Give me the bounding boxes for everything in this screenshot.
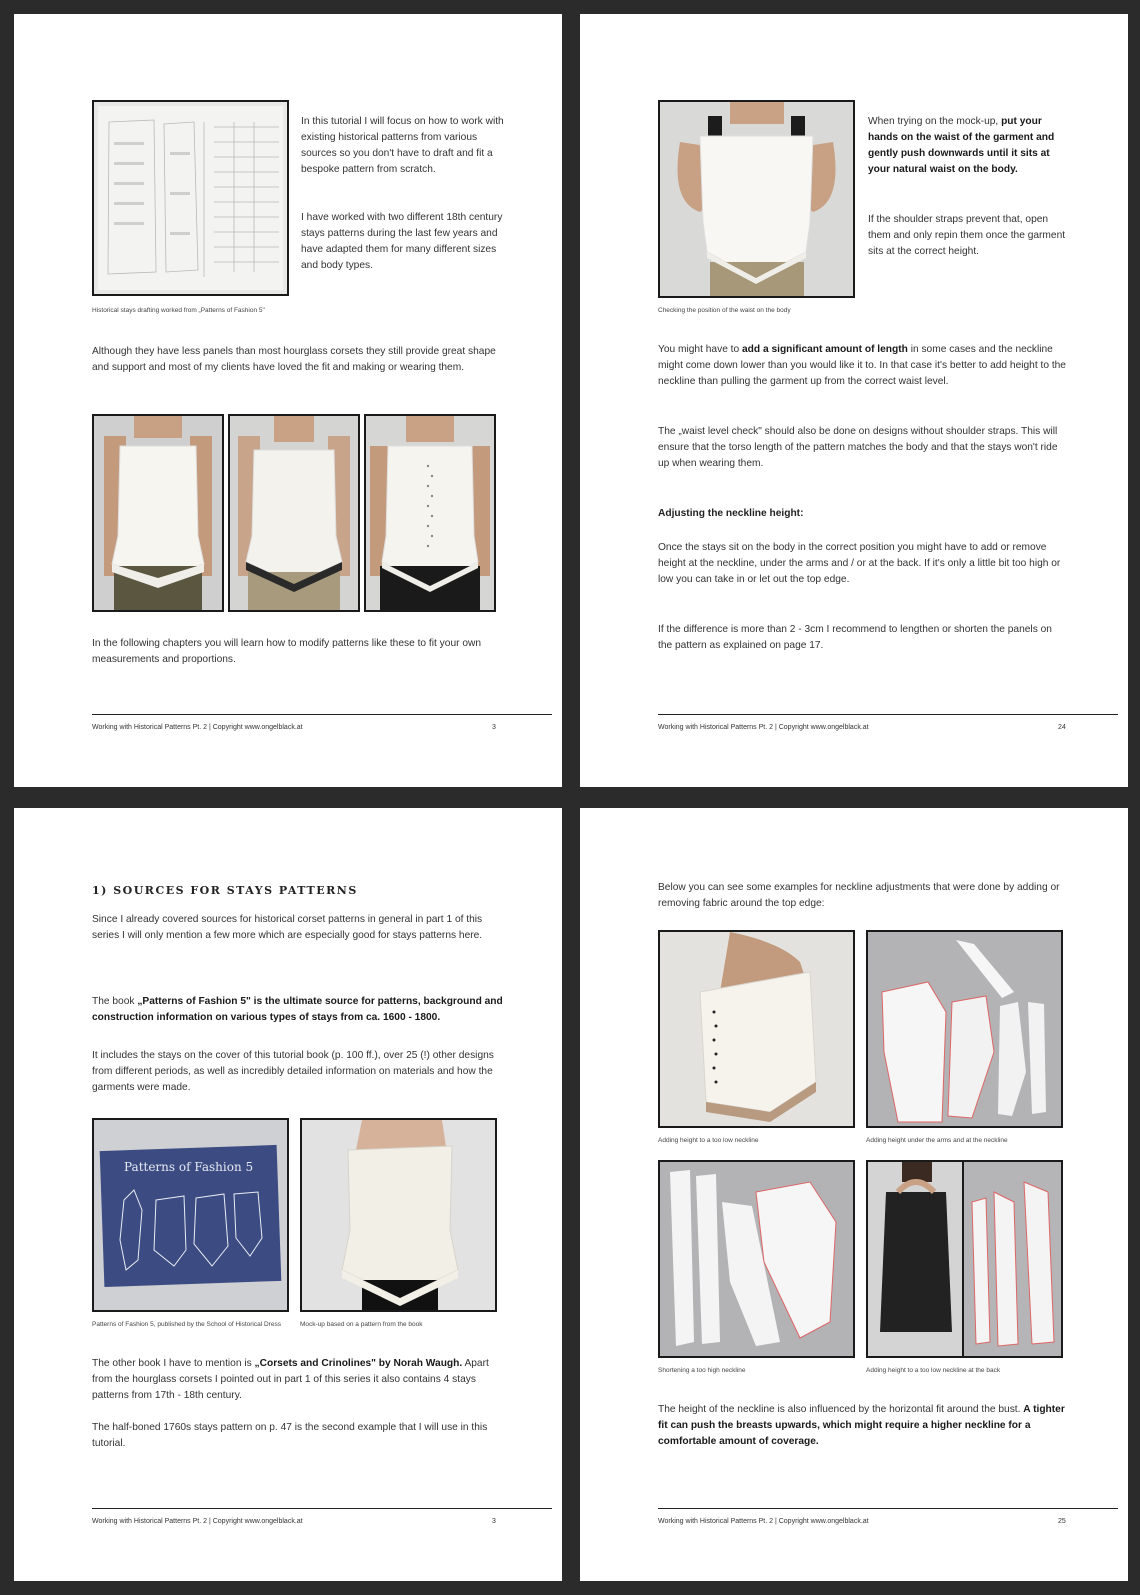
page-number: 3 <box>492 1518 496 1525</box>
paragraph-1 <box>658 342 1068 390</box>
page-footer <box>658 714 1118 739</box>
neckline-subheading: Adjusting the neckline height: <box>658 508 804 519</box>
paragraph-2-a: The book <box>92 996 138 1007</box>
neckline-photo-1 <box>658 930 855 1128</box>
stays-photo-3 <box>364 414 496 612</box>
body-paragraph-2: In the following chapters you will learn how to modify patterns like these to fit your own measurements and proportions. <box>92 638 482 665</box>
paragraph-1: Since I already covered sources for historical corset patterns in general in part 1 of this series I will only mention a few more which are especially good for stays patterns here. <box>92 914 483 941</box>
document-page-top-right <box>580 14 1128 787</box>
neckline-photo-2 <box>866 930 1063 1128</box>
neckline-caption-3: Shortening a too high neckline <box>658 1367 746 1374</box>
paragraph-4-c: Apart from the hourglass corsets I pointed out in part 1 of this series it also contains 4 stays patterns from 17th - 18th century. <box>92 1358 489 1401</box>
page-footer <box>92 1508 552 1533</box>
side-paragraph-1 <box>868 114 1068 178</box>
page-number: 24 <box>1058 724 1066 731</box>
pattern-draft-photo <box>92 100 289 296</box>
paragraph-1-c: in some cases and the neckline might come down lower than you would like it to. In that case it's better to add height to the neckline than pulling the garment up from the correct waist level. <box>658 344 1066 387</box>
neckline-photo-3 <box>658 1160 855 1358</box>
paragraph-4 <box>92 1356 512 1404</box>
neckline-caption-2: Adding height under the arms and at the neckline <box>866 1137 1008 1144</box>
side-paragraph-2: If the shoulder straps prevent that, open them and only repin them once the garment sits at the correct height. <box>868 214 1066 257</box>
body-paragraph-1: Although they have less panels than most hourglass corsets they still provide great shape and support and most of my clients have loved the fit and making or wearing them. <box>92 346 496 373</box>
paragraph-1-a: The height of the neckline is also influenced by the horizontal fit around the bust. <box>658 1404 1024 1415</box>
paragraph-5: The half-boned 1760s stays pattern on p. 47 is the second example that I will use in this tutorial. <box>92 1422 488 1449</box>
page-footer <box>92 714 552 739</box>
page-number: 25 <box>1058 1518 1066 1525</box>
pattern-draft-caption: Historical stays drafting worked from „Patterns of Fashion 5" <box>92 307 265 314</box>
intro-paragraph-1: In this tutorial I will focus on how to work with existing historical patterns from various sources so you don't have to draft and fit a bespoke pattern from scratch. <box>301 116 504 175</box>
book-cover-caption: Patterns of Fashion 5, published by the School of Historical Dress <box>92 1321 281 1328</box>
mockup-photo <box>300 1118 497 1312</box>
intro-paragraph: Below you can see some examples for neckline adjustments that were done by adding or removing fabric around the top edge: <box>658 882 1060 909</box>
paragraph-2 <box>92 994 512 1026</box>
paragraph-4-a: The other book I have to mention is <box>92 1358 255 1369</box>
paragraph-4-b: „Corsets and Crinolines" by Norah Waugh. <box>254 1358 463 1369</box>
paragraph-1-b: add a significant amount of length <box>742 344 908 355</box>
side-text-b: put your hands on the waist of the garment and gently push downwards until it sits at your natural waist on the body. <box>868 116 1055 175</box>
mockup-caption: Mock-up based on a pattern from the book <box>300 1321 423 1328</box>
neckline-caption-4: Adding height to a too low neckline at the back <box>866 1367 1001 1374</box>
intro-paragraph-2: I have worked with two different 18th century stays patterns during the last few years and have adapted them for many different sizes and body types. <box>301 212 503 271</box>
footer-text: Working with Historical Patterns Pt. 2 | Copyright www.ongelblack.at <box>658 1518 869 1525</box>
mockup-fitting-caption: Checking the position of the waist on the body <box>658 307 791 314</box>
paragraph-1 <box>658 1402 1068 1450</box>
paragraph-3: Once the stays sit on the body in the correct position you might have to add or remove height at the neckline, under the arms and / or at the back. If it's only a little bit too high or low you can take in or let out the top edge. <box>658 542 1061 585</box>
section-heading: 1) SOURCES FOR STAYS PATTERNS <box>92 884 358 897</box>
paragraph-1-a: You might have to <box>658 344 743 355</box>
footer-text: Working with Historical Patterns Pt. 2 | Copyright www.ongelblack.at <box>92 1518 303 1525</box>
neckline-photo-4 <box>866 1160 1063 1358</box>
page-number: 3 <box>492 724 496 731</box>
document-page-bottom-right <box>580 808 1128 1581</box>
neckline-caption-1: Adding height to a too low neckline <box>658 1137 759 1144</box>
side-text-a: When trying on the mock-up, <box>868 116 1002 127</box>
page-footer <box>658 1508 1118 1533</box>
paragraph-1-b: A tighter fit can push the breasts upwards, which might require a higher neckline for a comfortable amount of coverage. <box>658 1404 1065 1447</box>
stays-photo-2 <box>228 414 360 612</box>
document-page-top-left <box>14 14 562 787</box>
document-page-bottom-left <box>14 808 562 1581</box>
paragraph-4: If the difference is more than 2 - 3cm I recommend to lengthen or shorten the panels on the pattern as explained on page 17. <box>658 624 1052 651</box>
stays-photo-1 <box>92 414 224 612</box>
book-cover-photo <box>92 1118 289 1312</box>
footer-text: Working with Historical Patterns Pt. 2 | Copyright www.ongelblack.at <box>92 724 303 731</box>
book-title: Patterns of Fashion 5 <box>124 1160 254 1174</box>
paragraph-2-b: „Patterns of Fashion 5" is the ultimate source for patterns, background and construction information on various types of stays from ca. 1600 - 1800. <box>92 996 503 1023</box>
footer-text: Working with Historical Patterns Pt. 2 | Copyright www.ongelblack.at <box>658 724 869 731</box>
paragraph-3: It includes the stays on the cover of this tutorial book (p. 100 ff.), over 25 (!) other designs from different periods, as well as incredibly detailed information on materials and how the garments were made. <box>92 1050 494 1093</box>
paragraph-2: The „waist level check" should also be done on designs without shoulder straps. This will ensure that the torso length of the pattern matches the body and that the stays won't ride up when wearing them. <box>658 426 1058 469</box>
mockup-fitting-photo <box>658 100 855 298</box>
